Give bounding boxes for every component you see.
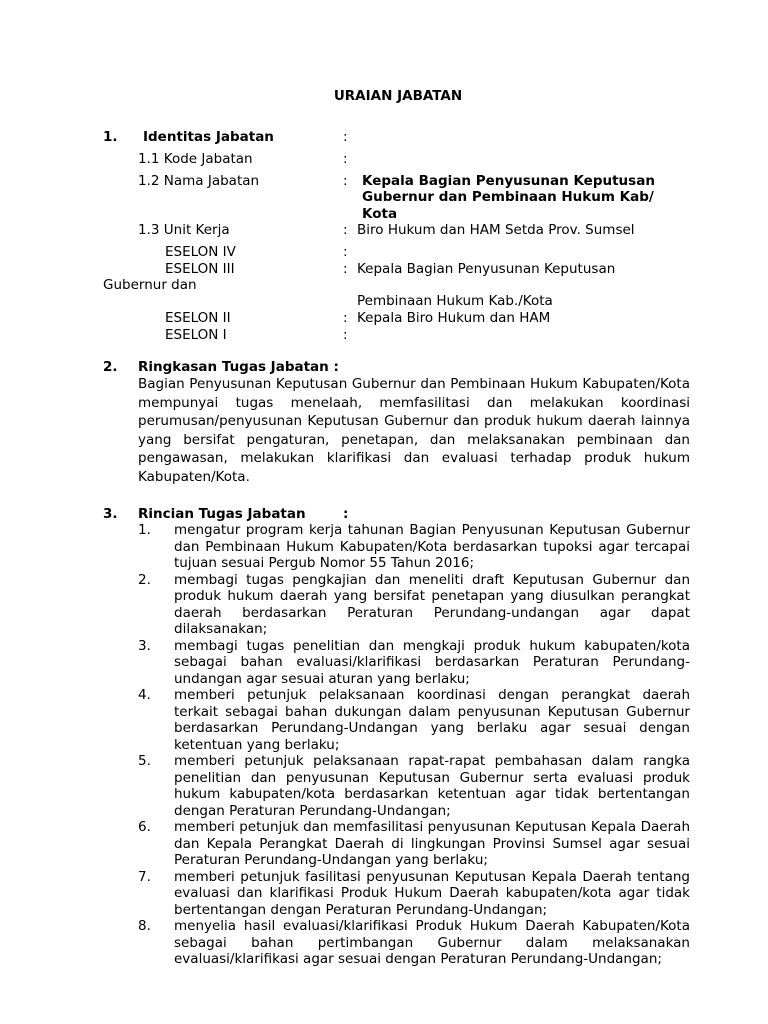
list-item-number: 6.	[138, 819, 151, 835]
eselon-ii-label: ESELON II	[165, 310, 231, 326]
colon: :	[343, 506, 349, 522]
eselon-iii-value-line-2: Pembinaan Hukum Kab./Kota	[357, 293, 553, 309]
list-item-text: memberi petunjuk fasilitasi penyusunan Keputusan Kepala Daerah tentang evaluasi dan klarifikasi Produk Hukum Daerah kabupaten/kota agar tidak bertentangan dengan Peraturan Perundang-Undangan;	[174, 868, 690, 918]
list-item-text: membagi tugas pengkajian dan meneliti draft Keputusan Gubernur dan produk hukum daerah yang bersifat penetapan yang diusulkan perangkat daerah berdasarkan Peraturan Perundang-undangan agar dapat dilaksanakan;	[174, 571, 690, 637]
eselon-iv-label: ESELON IV	[165, 244, 236, 260]
list-item	[138, 869, 690, 919]
list-item	[138, 522, 690, 572]
colon: :	[343, 222, 348, 238]
document-title: URAIAN JABATAN	[333, 88, 463, 104]
list-item-number: 3.	[138, 637, 151, 654]
colon: :	[343, 261, 348, 277]
nama-jabatan-value-line-1: Kepala Bagian Penyusunan Keputusan	[362, 173, 655, 189]
list-item-number: 1.	[138, 522, 151, 538]
list-item-number: 2.	[138, 571, 151, 588]
list-item	[138, 918, 690, 968]
colon: :	[343, 173, 348, 189]
nama-jabatan-value-line-3: Kota	[362, 206, 398, 222]
task-list	[138, 522, 690, 968]
colon: :	[343, 310, 348, 326]
colon: :	[343, 129, 348, 145]
eselon-i-label: ESELON I	[165, 327, 227, 343]
unit-kerja-label: 1.3 Unit Kerja	[138, 222, 230, 238]
nama-jabatan-label: 1.2 Nama Jabatan	[138, 173, 260, 189]
list-item	[138, 753, 690, 819]
nama-jabatan-value-line-2: Gubernur dan Pembinaan Hukum Kab/	[362, 189, 654, 205]
list-item-text: memberi petunjuk dan memfasilitasi penyusunan Keputusan Kepala Daerah dan Kepala Perangkat Daerah di lingkungan Provinsi Sumsel agar sesuai Peraturan Perundang-Undangan yang berlaku;	[174, 819, 690, 868]
list-item-text: mengatur program kerja tahunan Bagian Penyusunan Keputusan Gubernur dan Pembinaan Hukum Kabupaten/Kota berdasarkan tupoksi agar tercapai tujuan sesuai Pergub Nomor 55 Tahun 2016;	[174, 522, 690, 571]
list-item-text: memberi petunjuk pelaksanaan koordinasi dengan perangkat daerah terkait sebagai bahan dukungan dalam penyusunan Keputusan Gubernur berdasarkan Perundang-Undangan yang berlaku agar sesuai dengan ketentuan yang berlaku;	[174, 687, 690, 753]
section-3-heading: Rincian Tugas Jabatan	[138, 506, 306, 522]
list-item-text: menyelia hasil evaluasi/klarifikasi Produk Hukum Daerah Kabupaten/Kota sebagai bahan pertimbangan Gubernur dalam melaksanakan evaluasi/klarifikasi agar sesuai dengan Peraturan Perundang-Undangan;	[174, 918, 690, 967]
eselon-iii-label: ESELON III	[165, 261, 235, 277]
list-item-number: 4.	[138, 687, 151, 703]
list-item	[138, 572, 690, 638]
list-item	[138, 819, 690, 869]
section-1-number: 1.	[103, 129, 118, 145]
colon: :	[343, 244, 348, 260]
list-item-number: 5.	[138, 753, 151, 769]
eselon-iii-value-line-1: Kepala Bagian Penyusunan Keputusan	[357, 261, 616, 277]
colon: :	[343, 327, 348, 343]
section-2-number: 2.	[103, 359, 118, 375]
colon: :	[343, 151, 348, 167]
list-item-number: 7.	[138, 868, 151, 885]
list-item	[138, 638, 690, 688]
list-item-number: 8.	[138, 918, 151, 934]
section-2-heading: Ringkasan Tugas Jabatan :	[138, 359, 339, 375]
list-item	[138, 687, 690, 753]
list-item-text: memberi petunjuk pelaksanaan rapat-rapat pembahasan dalam rangka penelitian dan penyusunan Keputusan Gubernur serta evaluasi produk hukum kabupaten/kota berdasarkan ketentuan agar tidak bertentangan dengan Peraturan Perundang-Undangan;	[174, 753, 690, 819]
unit-kerja-value: Biro Hukum dan HAM Setda Prov. Sumsel	[357, 222, 635, 238]
section-1-heading: Identitas Jabatan	[143, 129, 274, 145]
eselon-ii-value: Kepala Biro Hukum dan HAM	[357, 310, 551, 326]
list-item-text: membagi tugas penelitian dan mengkaji produk hukum kabupaten/kota sebagai bahan evaluasi/klarifikasi berdasarkan Peraturan Perundang-undangan agar sesuai aturan yang berlaku;	[174, 637, 690, 687]
kode-jabatan-label: 1.1 Kode Jabatan	[138, 151, 253, 167]
eselon-iii-value-wrap: Gubernur dan	[103, 277, 197, 293]
section-2-body: Bagian Penyusunan Keputusan Gubernur dan Pembinaan Hukum Kabupaten/Kota mempunyai tugas menelaah, memfasilitasi dan melakukan koordinasi perumusan/penyusunan Keputusan Gubernur dan produk hukum daerah lainnya yang bersifat pengaturan, penetapan, dan melaksanakan pembinaan dan pengawasan, melakukan klarifikasi dan evaluasi terhadap produk hukum Kabupaten/Kota.	[138, 376, 690, 485]
section-3-number: 3.	[103, 506, 118, 522]
